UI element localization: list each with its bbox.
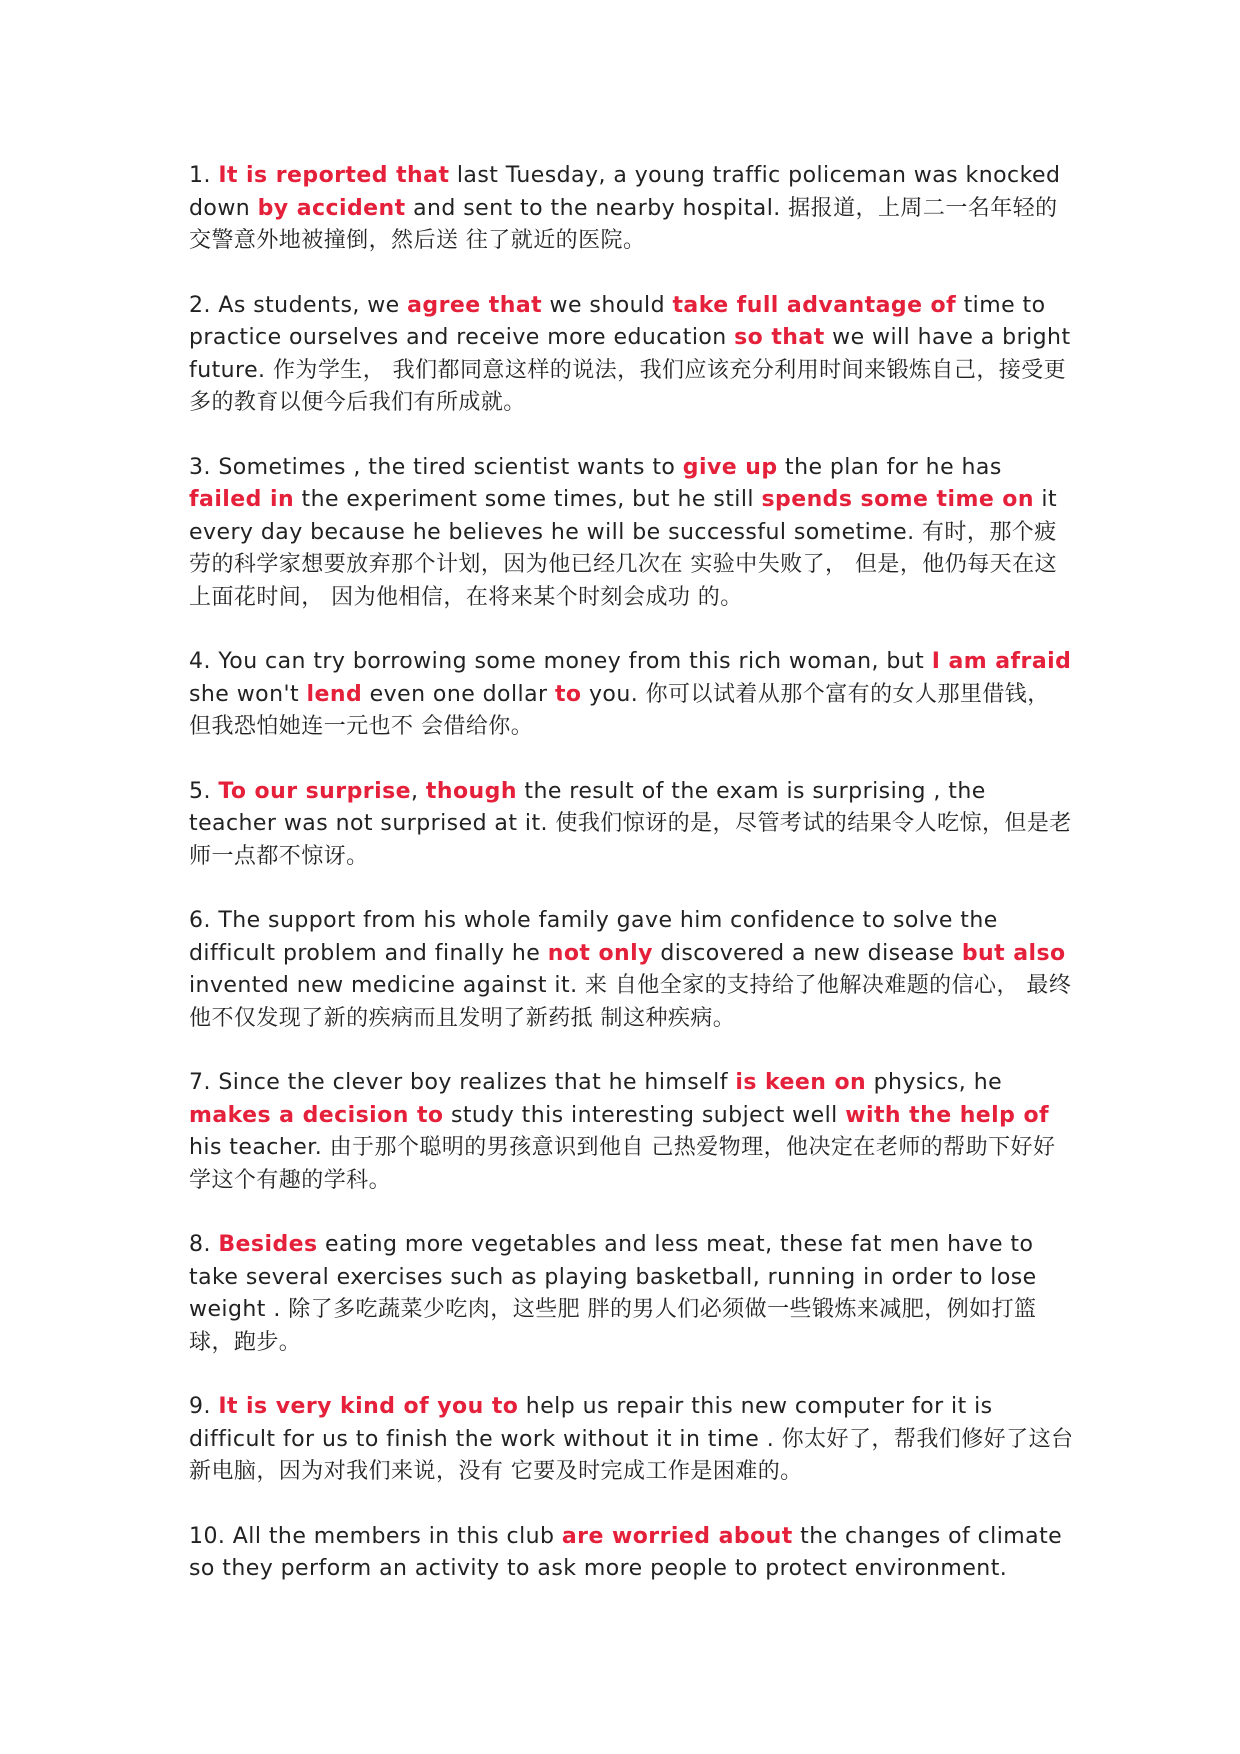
- sentence-text: we should: [542, 292, 673, 318]
- highlighted-phrase: makes a decision to: [189, 1102, 444, 1128]
- sentence-text: the plan for he has: [777, 454, 1002, 480]
- highlighted-phrase: give up: [682, 454, 778, 480]
- sentence-item: [189, 290, 1074, 420]
- highlighted-phrase: so that: [734, 325, 825, 350]
- sentence-item: [189, 1067, 1074, 1197]
- highlighted-phrase: by accident: [257, 195, 406, 221]
- sentence-text: and sent to the nearby hospital. 据报道，上周二一名年轻的交警意外地被撞倒，然后送 往了就近的医院。: [189, 195, 1058, 253]
- highlighted-phrase: It is reported that: [218, 163, 450, 188]
- sentence-text: help us repair this new computer for it is difficult for us to finish the work without it in time . 你太好了，帮我们修好了这台新电脑，因为对我们来说，没有 它要及时完成工作是困难的。: [189, 1394, 1074, 1484]
- highlighted-phrase: lend: [306, 681, 363, 707]
- sentence-list: [189, 160, 1074, 1618]
- sentence-item: [189, 160, 1074, 258]
- sentence-text: 1.: [189, 163, 219, 188]
- highlighted-phrase: is keen on: [735, 1070, 867, 1095]
- sentence-text: 8.: [189, 1232, 219, 1257]
- sentence-text: 6. The support from his whole family gave him confidence to solve the difficult problem and finally he: [189, 908, 998, 966]
- sentence-text: time to practice ourselves and receive more education: [189, 292, 1046, 350]
- sentence-text: even one dollar: [362, 681, 555, 707]
- sentence-text: the result of the exam is surprising , the teacher was not surprised at it. 使我们惊讶的是，尽管考试的结果令人吃惊，但是老师一点都不惊讶。: [189, 778, 1072, 869]
- sentence-text: 5.: [189, 778, 219, 804]
- highlighted-phrase: but also: [961, 940, 1066, 966]
- highlighted-phrase: failed in: [189, 487, 295, 512]
- sentence-text: 10. All the members in this club: [189, 1523, 562, 1549]
- highlighted-phrase: spends some time on: [761, 487, 1034, 512]
- sentence-text: 4. You can try borrowing some money from this rich woman, but: [189, 649, 932, 674]
- sentence-text: 7. Since the clever boy realizes that he himself: [189, 1070, 736, 1095]
- highlighted-phrase: Besides: [218, 1232, 318, 1257]
- sentence-text: 3. Sometimes , the tired scientist wants to: [189, 454, 683, 480]
- highlighted-phrase: agree that: [407, 292, 543, 318]
- sentence-text: discovered a new disease: [652, 940, 962, 966]
- sentence-text: you. 你可以试着从那个富有的女人那里借钱， 但我恐怕她连一元也不 会借给你。: [189, 681, 1050, 739]
- sentence-item: [189, 452, 1074, 615]
- sentence-text: physics, he: [866, 1070, 1003, 1095]
- highlighted-phrase: To our surprise: [218, 778, 411, 804]
- sentence-text: the changes of climate so they perform an activity to ask more people to protect environment.: [189, 1523, 1063, 1581]
- sentence-text: last Tuesday, a young traffic policeman was knocked down: [189, 163, 1061, 221]
- sentence-item: [189, 905, 1074, 1035]
- sentence-text: 9.: [189, 1394, 219, 1419]
- sentence-text: eating more vegetables and less meat, these fat men have to take several exercises such as playing basketball, running in order to lose weight . 除了多吃蔬菜少吃肉，这些肥 胖的男人们必须做一些锻炼来减肥，例如打篮球，跑步。: [189, 1232, 1037, 1355]
- sentence-text: ,: [411, 778, 426, 804]
- highlighted-phrase: to: [554, 681, 582, 707]
- sentence-text: it every day because he believes he will be successful sometime. 有时，那个疲劳的科学家想要放弃那个计划，因为他已经几次在 实验中失败了， 但是，他仍每天在这上面花时间， 因为他相信，在将来某个时刻会成功 的。: [189, 487, 1058, 610]
- sentence-item: [189, 1521, 1074, 1586]
- highlighted-phrase: with the help of: [845, 1102, 1050, 1128]
- highlighted-phrase: not only: [547, 940, 653, 966]
- highlighted-phrase: though: [425, 778, 517, 804]
- sentence-text: the experiment some times, but he still: [294, 487, 762, 512]
- sentence-item: [189, 1229, 1074, 1359]
- highlighted-phrase: It is very kind of you to: [218, 1394, 519, 1419]
- sentence-item: [189, 646, 1074, 744]
- sentence-text: study this interesting subject well: [443, 1102, 846, 1128]
- sentence-text: she won't: [189, 681, 307, 707]
- sentence-item: [189, 776, 1074, 874]
- sentence-item: [189, 1391, 1074, 1489]
- highlighted-phrase: I am afraid: [931, 649, 1072, 674]
- highlighted-phrase: take full advantage of: [672, 292, 957, 318]
- sentence-text: we will have a bright future. 作为学生， 我们都同意这样的说法，我们应该充分利用时间来锻炼自己，接受更多的教育以便今后我们有所成就。: [189, 325, 1071, 415]
- highlighted-phrase: are worried about: [561, 1523, 793, 1549]
- sentence-text: 2. As students, we: [189, 292, 408, 318]
- sentence-text: his teacher. 由于那个聪明的男孩意识到他自 己热爱物理，他决定在老师的帮助下好好学这个有趣的学科。: [189, 1135, 1056, 1193]
- sentence-text: invented new medicine against it. 来 自他全家的支持给了他解决难题的信心， 最终他不仅发现了新的疾病而且发明了新药抵 制这种疾病。: [189, 973, 1072, 1031]
